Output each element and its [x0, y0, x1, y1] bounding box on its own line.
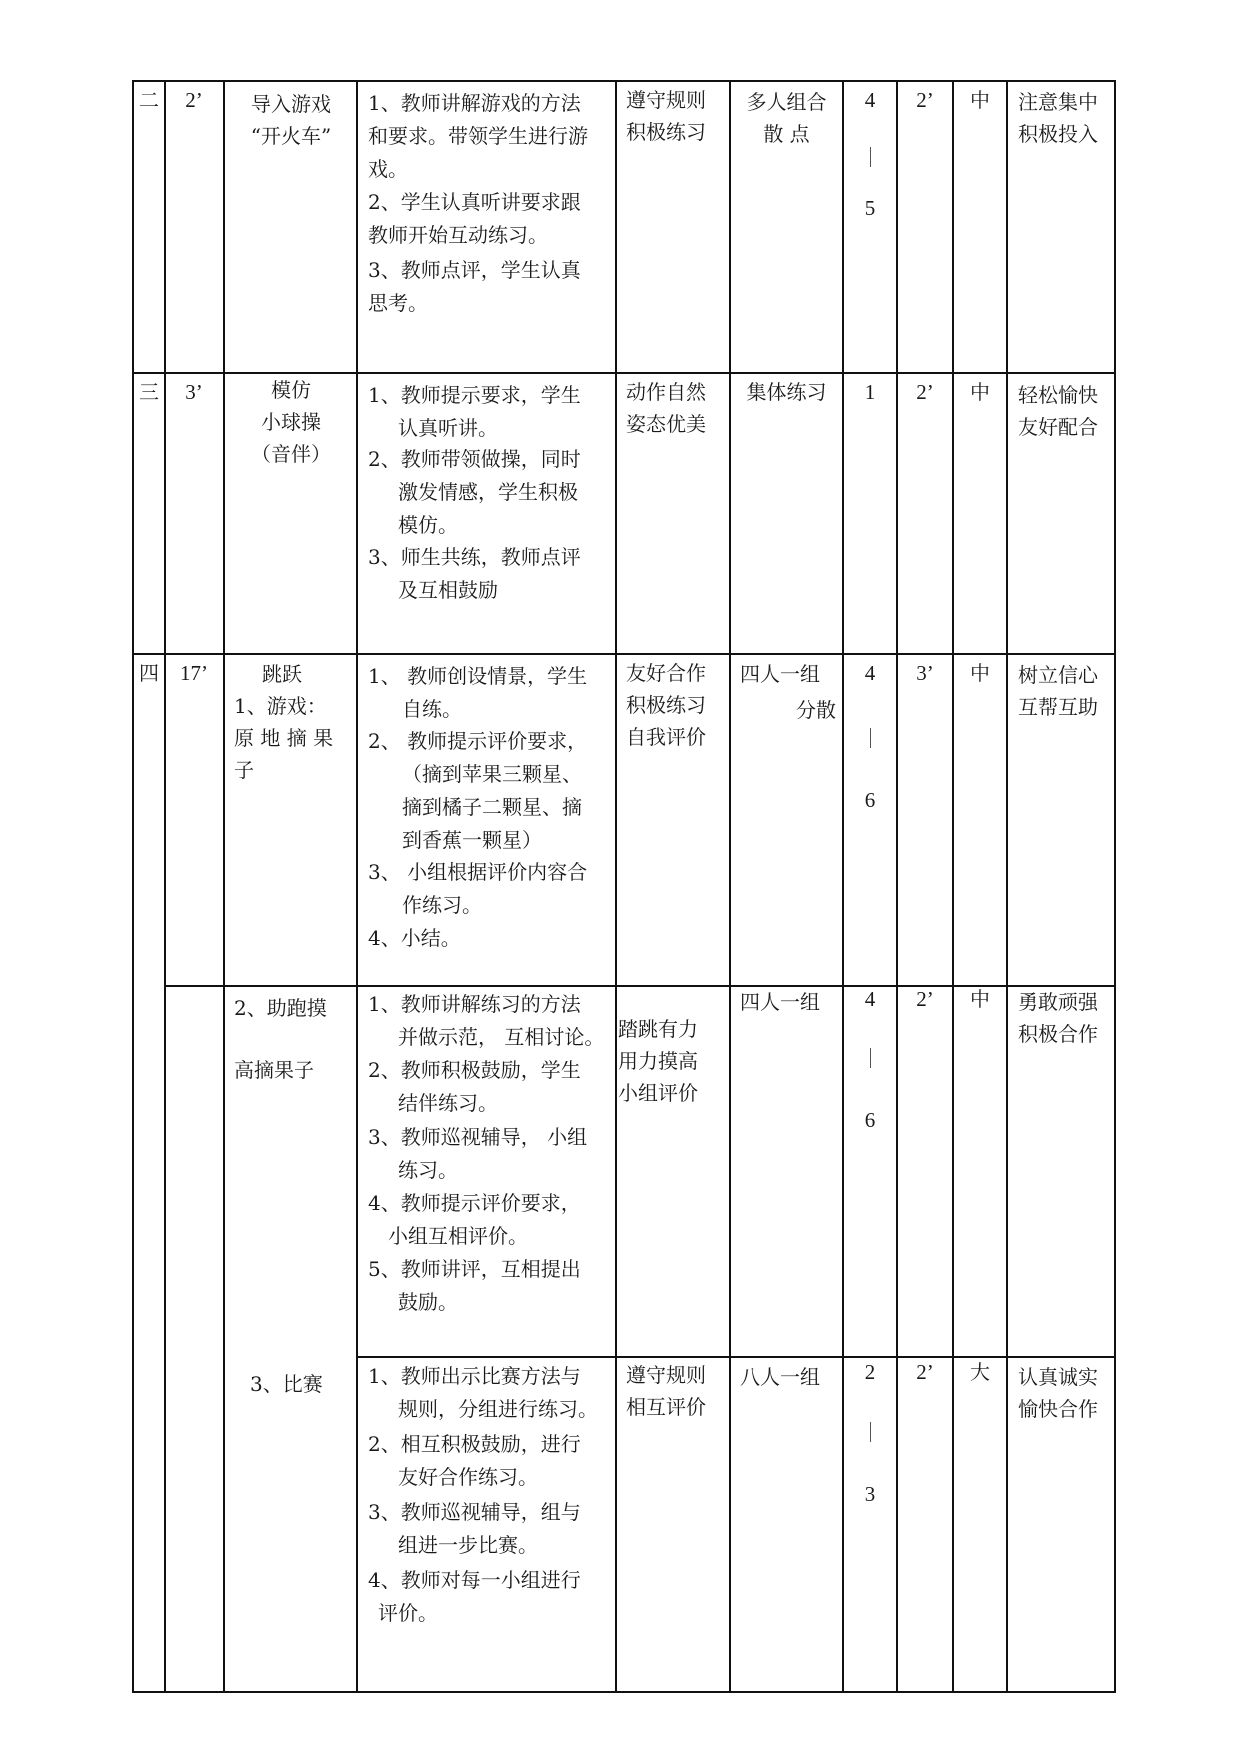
method-line: 练习。	[398, 1158, 458, 1182]
method-line: 并做示范， 互相讨论。	[398, 1025, 605, 1049]
organization-line: 八人一组	[740, 1365, 820, 1389]
note-cell	[1018, 659, 1098, 723]
organization-cell	[731, 86, 842, 150]
requirement-cell	[626, 657, 706, 753]
note-line: 勇敢顽强	[1018, 990, 1098, 1014]
method-line: 鼓励。	[398, 1290, 458, 1314]
requirement-line: 小组评价	[618, 1081, 698, 1105]
method-line: 评价。	[378, 1601, 438, 1625]
rule-bottom	[132, 1691, 1116, 1693]
content-line: （音伴）	[251, 442, 331, 466]
content-cell	[234, 658, 333, 786]
rule-row-3	[132, 653, 1116, 655]
requirement-cell	[618, 1013, 698, 1109]
method-line: 及互相鼓励	[398, 578, 498, 602]
method-line: 和要求。带领学生进行游	[368, 124, 588, 148]
method-line: 小组互相评价。	[388, 1224, 528, 1248]
requirement-line: 友好合作	[626, 661, 706, 685]
method-item	[368, 379, 581, 445]
method-line: 3、教师巡视辅导， 小组	[368, 1125, 588, 1149]
method-item	[368, 922, 461, 955]
method-line: 2、教师带领做操，同时	[368, 447, 581, 471]
note-line: 互帮互助	[1018, 695, 1098, 719]
content-line: 跳跃	[262, 662, 302, 686]
method-line: 认真听讲。	[398, 416, 498, 440]
time-value: 2’	[916, 88, 934, 112]
method-line: 结伴练习。	[398, 1091, 498, 1115]
note-line: 树立信心	[1018, 663, 1098, 687]
note-line: 友好配合	[1018, 415, 1098, 439]
note-line: 愉快合作	[1018, 1397, 1098, 1421]
times-from: 1	[864, 380, 876, 404]
time-value: 2’	[916, 380, 934, 404]
section-label: 二	[139, 88, 159, 112]
note-line: 轻松愉快	[1018, 383, 1098, 407]
requirement-line: 遵守规则	[626, 1363, 706, 1387]
times-to: 6	[864, 788, 876, 812]
method-line: 2、学生认真听讲要求跟	[368, 190, 581, 214]
content-line: 高摘果子	[234, 1058, 314, 1082]
organization-line: 四人一组	[740, 990, 820, 1014]
method-line: 组进一步比赛。	[398, 1533, 538, 1557]
method-line: 4、教师提示评价要求，	[368, 1191, 581, 1215]
section-minutes: 2’	[185, 88, 203, 112]
method-line: 作练习。	[402, 893, 482, 917]
time-value: 2’	[916, 1360, 934, 1384]
requirement-line: 用力摸高	[618, 1049, 698, 1073]
method-line: 5、教师讲评，互相提出	[368, 1257, 581, 1281]
method-line: 自练。	[402, 697, 462, 721]
method-line: 教师开始互动练习。	[368, 223, 548, 247]
method-line: 1、教师提示要求，学生	[368, 383, 581, 407]
requirement-line: 动作自然	[626, 380, 706, 404]
time-value: 2’	[916, 987, 934, 1011]
method-line: 4、小结。	[368, 926, 461, 950]
times-to: 3	[864, 1482, 876, 1506]
rule-col-6	[842, 80, 844, 1693]
times-to: 5	[864, 196, 876, 220]
content-line: 3、比赛	[250, 1372, 323, 1396]
note-line: 认真诚实	[1018, 1365, 1098, 1389]
requirement-cell	[626, 1359, 706, 1423]
method-line: 模仿。	[398, 513, 458, 537]
rule-col-2	[223, 80, 225, 1693]
range-bar	[870, 1048, 871, 1068]
method-line: 4、教师对每一小组进行	[368, 1568, 581, 1592]
requirement-line: 踏跳有力	[618, 1017, 698, 1041]
time-value: 3’	[916, 661, 934, 685]
method-line: （摘到苹果三颗星、	[402, 762, 582, 786]
content-cell	[226, 374, 356, 470]
requirement-line: 遵守规则	[626, 88, 706, 112]
times-from: 4	[864, 987, 876, 1011]
note-line: 积极合作	[1018, 1022, 1098, 1046]
times-from: 4	[864, 88, 876, 112]
content-cell	[250, 1368, 323, 1400]
organization-cell	[740, 1361, 820, 1393]
requirement-line: 自我评价	[626, 725, 706, 749]
method-item	[368, 1564, 581, 1630]
method-line: 友好合作练习。	[398, 1465, 538, 1489]
organization-line: 四人一组	[740, 662, 820, 686]
method-item	[368, 443, 581, 542]
method-line: 2、教师积极鼓励，学生	[368, 1058, 581, 1082]
rule-col-4	[615, 80, 617, 1693]
organization-line: 分散	[796, 698, 836, 722]
content-line: 原 地 摘 果	[234, 726, 334, 750]
intensity-value: 中	[970, 661, 990, 685]
rule-col-9	[1006, 80, 1008, 1693]
intensity-value: 大	[970, 1360, 990, 1384]
rule-col-5	[729, 80, 731, 1693]
method-item	[368, 254, 581, 320]
method-item	[368, 1253, 581, 1319]
requirement-line: 相互评价	[626, 1395, 706, 1419]
method-line: 3、师生共练，教师点评	[368, 545, 581, 569]
times-from: 2	[864, 1360, 876, 1384]
method-item	[368, 1428, 581, 1494]
requirement-line: 积极练习	[626, 120, 706, 144]
method-item	[368, 856, 587, 922]
requirement-line: 姿态优美	[626, 412, 706, 436]
rule-col-7	[896, 80, 898, 1693]
content-line: “开火车”	[250, 124, 332, 148]
intensity-value: 中	[970, 380, 990, 404]
content-line: 子	[234, 758, 254, 782]
section-minutes: 3’	[185, 380, 203, 404]
range-bar	[870, 1422, 871, 1442]
requirement-cell	[626, 84, 706, 148]
method-line: 3、教师巡视辅导，组与	[368, 1500, 581, 1524]
section-minutes: 17’	[180, 661, 208, 685]
method-line: 戏。	[368, 157, 408, 181]
note-cell	[1018, 986, 1098, 1050]
content-cell	[234, 992, 327, 1086]
method-item	[368, 988, 604, 1054]
organization-cell	[740, 986, 820, 1018]
section-label: 四	[139, 661, 159, 685]
rule-col-0	[132, 80, 134, 1693]
method-line: 2、 教师提示评价要求，	[368, 729, 588, 753]
content-line: 导入游戏	[251, 92, 331, 116]
method-line: 摘到橘子二颗星、摘	[402, 795, 582, 819]
method-item	[368, 186, 581, 252]
range-bar	[870, 728, 871, 748]
content-line: 1、游戏：	[234, 694, 327, 718]
intensity-value: 中	[970, 88, 990, 112]
content-line: 2、助跑摸	[234, 996, 327, 1020]
method-line: 3、教师点评，学生认真	[368, 258, 581, 282]
intensity-value: 中	[970, 987, 990, 1011]
times-from: 4	[864, 661, 876, 685]
method-line: 激发情感，学生积极	[398, 480, 578, 504]
rule-col-8	[952, 80, 954, 1693]
method-line: 1、教师讲解练习的方法	[368, 992, 581, 1016]
content-line: 模仿	[271, 378, 311, 402]
content-line: 小球操	[261, 410, 321, 434]
method-item	[368, 1054, 581, 1120]
requirement-line: 积极练习	[626, 693, 706, 717]
content-cell	[226, 88, 356, 152]
organization-line: 多人组合	[746, 90, 827, 114]
method-line: 1、教师出示比赛方法与	[368, 1364, 581, 1388]
rule-col-10	[1114, 80, 1116, 1693]
method-line: 到香蕉一颗星）	[402, 828, 542, 852]
method-line: 2、相互积极鼓励，进行	[368, 1432, 581, 1456]
rule-top	[132, 80, 1116, 82]
times-to: 6	[864, 1108, 876, 1132]
range-bar	[870, 147, 871, 167]
organization-line: 集体练习	[746, 380, 827, 404]
requirement-cell	[626, 376, 706, 440]
method-item	[368, 87, 588, 186]
organization-cell	[740, 658, 836, 726]
method-item	[368, 1121, 587, 1187]
note-line: 注意集中	[1018, 90, 1098, 114]
note-cell	[1018, 86, 1098, 150]
method-item	[368, 541, 581, 607]
method-item	[368, 660, 587, 726]
lesson-plan-table	[132, 80, 1116, 1693]
method-line: 规则，分组进行练习。	[398, 1397, 598, 1421]
method-item	[368, 725, 587, 857]
method-line: 3、 小组根据评价内容合	[368, 860, 588, 884]
note-cell	[1018, 1361, 1098, 1425]
rule-col-1	[164, 80, 166, 1693]
method-item	[368, 1187, 581, 1253]
method-line: 思考。	[368, 291, 428, 315]
method-line: 1、 教师创设情景，学生	[368, 664, 588, 688]
note-line: 积极投入	[1018, 122, 1098, 146]
organization-line: 散 点	[763, 122, 810, 146]
note-cell	[1018, 379, 1098, 443]
section-label: 三	[139, 380, 159, 404]
rule-col-3	[356, 80, 358, 1693]
method-item	[368, 1496, 581, 1562]
method-item	[368, 1360, 598, 1426]
organization-cell	[731, 376, 842, 408]
method-line: 1、教师讲解游戏的方法	[368, 91, 581, 115]
